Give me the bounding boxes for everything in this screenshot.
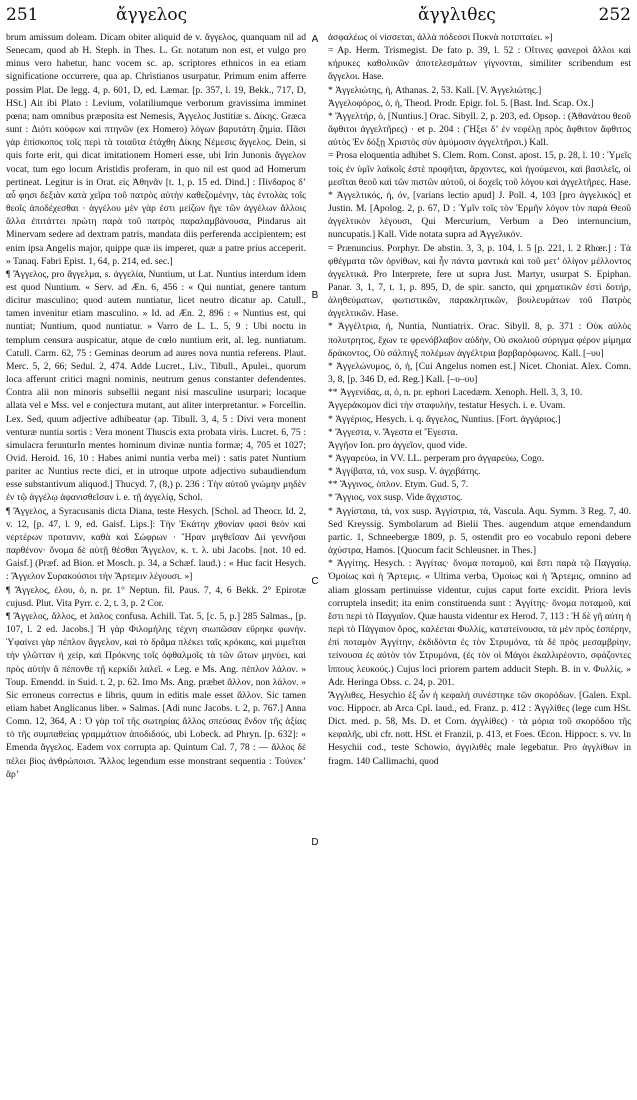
margin-marker-c: C — [311, 576, 319, 587]
entry-paragraph: * Ἀγγίβατα, τά, vox susp. V. ἀγχιβάτης. — [328, 466, 481, 478]
margin-marker-d: D — [311, 837, 319, 848]
entry-paragraph: * Ἀγγελιώτης, ἡ, Athanas. 2, 53. Kall. [V. Ἀγγελιώτης.] — [328, 84, 542, 96]
entry-paragraph: Ἄγγλιθες, Hesychio ἐξ ὧν ἡ κεφαλὴ συνέστηκε τῶν σκορόδων. [Galen. Expl. voc. Hippocr. ab Arca Cpl. laud., ed. Franz. p. 412 : Ἀγγλίθες (lege cum HSt. Dict. med. p. 58, Ms. D. et Corn. ἀγγλίθες) · τὰ μόρια τοῦ σκορόδου τῆς κεφαλῆς, ubi cfr. nott. HSt. et Franzii, p. 413, et Foes. Œcon. Hippocr. s. vv. In Hesychii cod., teste Schowio, ἀγγιλιθὲς male legebatur. Pro ἀγγλίθων in fragm. 140 Callimachi, quod — [328, 689, 631, 767]
entry-paragraph: * Ἄγγελτήρ, ὁ, [Nuntius.] Orac. Sibyll. 2, p. 203, ed. Opsop. : (Ἀθανάτου θεοῦ ἄφθιτοι ἀγγελτῆρες) · et p. 204 : (Ἥξει δ’ ἐν νεφέλῃ πρὸς ἄφθιτον ἄφθιτος αὐτὸς Ἐν δόξῃ Χριστὸς σὺν ἀμύμοσιν ἀγγελτῆρσι.) Kall. — [328, 110, 631, 149]
entry-paragraph: Ἀγγελοφόρος, ὁ, ἡ, Theod. Prodr. Epigr. fol. 5. [Bast. Ind. Scap. Ox.] — [328, 97, 594, 109]
entry-paragraph: ¶ Ἄγγελος, a Syracusanis dicta Diana, teste Hesych. [Schol. ad Theocr. Id. 2, v. 12, [p. 47, l. 9, ed. Gaisf. Lips.]: Τὴν Ἑκάτην χθονίαν φασὶ θεὸν καὶ νερτέρων προτανιν, καθὰ καὶ Σώφρων · Ἥραν μιγθεῖσαν Διὶ γεννῆσαι παρθένον· ὄνομα δὲ αὐτῇ θέσθαι Ἄγγελον, κ. τ. λ. ubi Jacobs. [not. 10 ed. Gaisf.] (Præf. ad Bion. et Mosch. p. 34, a Schæf. laud.) : « Huc facit Hesych. : Ἄγγελον Συρακούσιοι τὴν Ἄρτεμιν λέγουσι. »] — [6, 505, 306, 583]
running-header — [6, 2, 631, 28]
entry-paragraph: * Ἄγγεστα, v. Ἄγεστα et Ἔγεστα. — [328, 426, 458, 438]
page-number-right: 252 — [598, 5, 631, 25]
entry-paragraph: ** Ἄγγινος, ὁπλον. Etym. Gud. 5, 7. — [328, 479, 469, 491]
entry-paragraph: ¶ Ἄγγελος, pro ἄγγελμα, s. ἀγγελία, Nuntium, ut Lat. Nuntius interdum idem est quod Nuntium. « Serv. ad Æn. 6, 456 : « Qui nuntiat, genere tantum dicitur masculino; quod autem nuntiatur, licet neutro dicatur ap. Catull., tamen invenitur etiam masculino. » Id. ad Æn. 2, 896 : « Nuntius est, qui nuntiat; Nuntium, quod nuntiatur. » Varro de L. L. 5, 9 : Ubi noctu in templum censura auspicatur, atque de cœlo nuntium erit, al. leg. nuntiatum. Catull. Carm. 62, 75 : Geminas deorum ad aures nova nuntia referens. Plaut. Merc. 5, 2, 66; Sedul. 2, 474. Adde Lucret., Liv., Tibull., Apulei., quorum loca afferunt critici magni nominis, neutrum genus constanter defendentes. Contra alii non minoris subsellii negant nisi masculine usurpari; locaque allata vel e Mss. vel e conjectura mutant, aut aliter interpretantur. » Forcellin. Lex. Sed, quum adjective adhibeatur (ap. Tibull. 3, 4, 5 : Divi vera monent venturæ nuntia sortis : Vera monent Thuscis exta probata viris. Lucret. 6, 75 : simulacra ferunturIn mentes hominum divinæ nuntia formæ; 4, 705 et 1027; Ovid. Heroid. 16, 10 : Habes animi nuntia verba mei) : satis patet Nuntium pariter ac Nuntius recte dici, et in utroque utpote adjectivo subaudiendum esse substantivum aliquod.] Thucyd. 7, (8,) p. 236 : Τὴν αὐτοῦ γνώμην μηδὲν ἐν τῷ ἀγγέλῳ ἀφανισθεῖσαν i. e. τῇ ἀγγελίᾳ, Schol. — [6, 268, 306, 504]
entry-paragraph: Ἀγγεράκομον dici τὴν σταφυλὴν, testatur Hesych. i. e. Uvam. — [328, 400, 566, 412]
entry-paragraph: * Ἀγγελτικός, ἡ, όν, [varians lectio apud] J. Poll. 4, 103 [pro ἀγγελικός] et Justin. M. [Apolog. 2, p. 67, D : Ὑμῖν τοῖς τὸν Ἑρμῆν λόγον τὸν παρὰ Θεοῦ ἀγγελτικὸν λέγουσι, Qui Mercurium, Verbum a Deo internuncium, nuncupatis.] Kall. Vide notata supra ad Ἀγγελικόν. — [328, 189, 631, 241]
entry-paragraph: = Prosa eloquentia adhibet S. Clem. Rom. Const. apost. 15, p. 28, l. 10 : Ὑμεῖς τοίς ἐν ὑμῖν λαϊκοῖς ἐστὲ προφῆται, ἄρχοντες, καὶ ἡγούμενοι, καὶ βασιλεῖς, οἱ μεσῖται θεοῦ καὶ τῶν πιστῶν αὐτοῦ, οἱ δοχεῖς τοῦ λόγου καὶ ἀγγελτῆρες. Hase. — [328, 150, 631, 188]
running-headword-right: ἄγγλιθες — [418, 5, 496, 25]
margin-marker-a: A — [311, 34, 319, 45]
entry-paragraph: = Prænuncius. Porphyr. De abstin. 3, 3, p. 104, l. 5 [p. 221, l. 2 Rhœr.] : Τὰ φθέγματα τῶν ὀρνίθων, καὶ ἦν πάντα μαντικὰ καὶ τοῦ μετ’ ὀλίγον μέλλοντος ἀγγελτικά. Pro Interprete, fere ut supra Just. Martyr, usurpat S. Epiphan. Panar. 3, 1, 7, t. 1, p. 895, D, de spir. sancto, qui χρηματικῶν ἐστὶ δοτήρ, ἀληθεύματων, φωτιστικῶν, παρακλητικῶν, βουλευμάτων τοῦ Πατρὸς ἀγγελτικῶν. Hase. — [328, 242, 631, 320]
entry-paragraph: * Ἀγγαρεύω, in VV. LL. perperam pro ἀγγαρεύω, Cogo. — [328, 453, 545, 464]
entry-paragraph: * Ἄγγιος, vox susp. Vide ἄγχιστος. — [328, 492, 463, 504]
entry-paragraph: * Ἀγγίτης. Hesych. : Ἀγγίτας· ὄνομα ποταμοῦ, καὶ ἔστι παρὰ τῷ Παγγαίῳ. Ὁμοίως καὶ ἡ Ἄρτεμις. « Ultima verba, Ὁμοίως καὶ ἡ Ἄρτεμις, omnino ad aliam glossam pertinuisse videntur, cujus caput forte excidit. Priora levis corruptela insedit; ita enim constituenda sunt : Ἀγγίτης· ὄνομα ποταμοῦ, καὶ ἔστι περὶ τὸ Παγγαῖον. Quæ hausta videntur ex Herod. 7, 113 : Ἡ δὲ γῆ αὐτη ἡ περὶ τὸ Πάγγαιον ὄρος, καλέεται Φυλλίς, κατατείνουσα, τὰ μὲν πρὸς ἑσπέρην, ἐπὶ ποταμὸν Ἀγγίτην, ἐκδιδόντα ἐς τὸν Στρυμόνα, τὰ δὲ πρὸς μεσαμβρίην, τείνουσα ἐς αὐτὸν τὸν Στρυμόνα, (ἐς τὸν οἱ Μάγοι ἐκαλλιρέοντο, σφάζοντες ἵππους λευκούς.) Cujus loci priorem partem adducit Steph. B. in v. Φυλλίς. » Adr. Heringa Obss. c. 24, p. 201. — [328, 558, 631, 688]
entry-paragraph: brum amissum doleam. Dicam obiter aliquid de v. ἄγγελος, quanquam nil ad Senecam, quod ab H. Steph. in Thes. L. Gr. notatum non est, et vulgo pro minus vero habetur, hanc vocem sc. ap. scriptores ethnicos in ea etiam significatione occurrere, qua ap. Christianos usurpatur. Primum enim afferre possim Plat. De legg. 4, p. 601, D, ed. Læmar. [p. 357, l. 19, Bekk., 717, D, HSt.] Ait ibi Plato : Levium, volatiliumque verborum gravissima imminet pœna; nam omnibus præposita est Nemesis, Ἀγγελος Justitiæ s. Δίκης. Græca sunt : Διότι κούφων καὶ πτηνῶν (ex Homero) λόγων βαρυτάτη ζημία. Πᾶσι γὰρ ἐπίσκοπος τοῖς περὶ τὰ τοιαῦτα ἐτάχθη Δίκης Νέμεσις ἄγγελος. Dein, si quis forte erit, qui dicat imitationem Homeri esse, ubi Irin Junonis ἄγγελον vocat, tum ego locum Aristidis proferam, in quo nil est quod ad Homerum pertineat. Legitur is in Orat. εἰς Ἀθηνᾶν [t. 1, p. 15 ed. Dind.] : Πίνδαρος δ’ αὖ φησι δεξιὰν κατὰ χεῖρα τοῦ πατρὸς αὐτὴν καθεζομένην, τὰς ἐντολὰς τοῖς θεοῖς ἀποδέχεσθαι · ἀγγέλου μὲν γὰρ ἐστι μείζων ἤγε τῶν ἀγγέλων ἄλλοις ἄλλα ἐπιτάττει πρώτη παρὰ τοῦ πατρὸς παραλαμβάνουσα, Pindarus ait Minervam sedere ad dextram patris, mandata diis perferenda accipientem; est enim ipsa Angelis major, quippe quæ iis imperet, quæ a patre prius acceperit. » Tanaq. Fabri Epist. 1, 64, p. 214, ed. sec.] — [6, 32, 306, 267]
entry-paragraph: ¶ Ἄγγελος, ἐλου, ὁ, n. pr. 1° Neptun. fil. Paus. 7, 4, 6 Bekk. 2° Epirotæ cujusd. Plut. Vita Pyrr. c. 2, t. 3, p. 2 Cor. — [6, 584, 306, 609]
margin-marker-b: B — [311, 290, 319, 301]
page-number-left: 251 — [6, 5, 39, 25]
text-column-right — [328, 31, 631, 1093]
entry-paragraph: ¶ Ἄγγελος, ἄλλος, et λαλος confusa. Achill. Tat. 5, [c. 5, p.] 285 Salmas., [p. 107, l. 2 ed. Jacobs.] Ἡ γὰρ Φιλομήλης τέχνη σιωπῶσαν εὕρηκε φωνήν. Ὑφαίνει γὰρ πέπλον ἄγγελον, καὶ τὸ δρᾶμα πλέκει ταῖς κρόκαις, καὶ μιμεῖται τὴν γλῶτταν ἡ χείρ, καὶ Πρόκνης τοῖς ὀφθαλμοῖς τὰ τῶν ὤτων μηνύει, καὶ πρὸς αὐτὴν ἃ πέπονθε τῇ κερκίδι λαλεῖ. « Leg. e Ms. Ang. πέπλον λάλον. » Toup. Emendd. in Suid. t. 2, p. 62. Imo Ms. Ang. præbet ἄλλον, non λάλον. » Sic erroneus correctus e libris, quum in editis male esset ἄλλον. Sic tamen etiam habet Anglicanus liber. » Salmas. [Adi nunc Jacobs. t. 2, p. 767.] Anna Comn. 12, 364, A : Ὁ γὰρ τοῖ τῆς σωτηρίας ἄλλος σπεύσας ἔνδον τῆς ἀξίας τὸ τῆς συμπαθείας γραμμάτιον ἀποδιδούς, ubi Lobeck. ad Phryn. [p. 632]: « Emenda ἄγγελος. Eadem vox corrupta ap. Quintum Cal. 7, 78 : — ἄλλος δὲ πέλει βίος ἀνθρώποισι. Ἄλλος legendum esse monstrant sequentia : Τούνεκ’ ἄρ’ — [6, 610, 306, 780]
text-column-left — [6, 31, 306, 1093]
entry-paragraph: = Ap. Herm. Trismegist. De fato p. 39, l. 52 : Οἵτινες φανεροὶ ἄλλοι καὶ κήρυκες καθολικῶν ἀποτελεσμάτων γίγνονται, similiter scribendum est ἄγγελοι. Hase. — [328, 45, 631, 83]
entry-paragraph: ** Ἀγγενίδας, α, ὁ, n. pr. ephori Lacedæm. Xenoph. Hell. 3, 3, 10. — [328, 387, 583, 399]
entry-paragraph: * Ἀγγέλτρια, ἡ, Nuntia, Nuntiatrix. Orac. Sibyll. 8, p. 371 : Οὐκ αὐλὸς πολυτρητος, ἔχων τε φρενόβλαβον αὐδὴν, Οὐ σκολιοῦ σύριγμα φέρον μίμημα δράκοντος, Οὐ σάλπιγξ πολέμων ἀγγέλτρια βαρβαρόφωνος. Kall. [–υυ] — [328, 321, 631, 359]
entry-paragraph: Ἀγγῆον Ion. pro ἀγγεῖον, quod vide. — [328, 439, 468, 451]
entry-paragraph: ἀσφαλέως οἱ νίσσεται, ἀλλὰ πόδεσσι Πυκνὰ ποτιπταίει. »] — [328, 32, 553, 43]
running-headword-left: ἄγγελος — [116, 5, 188, 25]
entry-paragraph: * Ἀγγέριος, Hesych. i. q. ἄγγελος, Nuntius. [Fort. ἀγγάριος.] — [328, 413, 561, 425]
entry-paragraph: * Ἀγγελώνυμος, ὁ, ἡ, [Cui Angelus nomen est.] Nicet. Choniat. Alex. Comn. 3, 8, [p. 346 D, ed. Reg.] Kall. [–υ–υυ] — [328, 360, 631, 386]
entry-paragraph: * Ἀγγίσταια, τά, vox susp. Ἀγγίστρια, τά, Vascula. Aqu. Symm. 3 Reg. 7, 40. Sed Kreyssig. Symbolarum ad Bielii Thes. augendum atque emendandum partic. 1, Schneebergæ 1809, p. 5, ostendit pro eo vocabulo reponi debere ἀχύστρα, Hamos. [Quocum facit Schleusner. in Thes.] — [328, 505, 631, 557]
